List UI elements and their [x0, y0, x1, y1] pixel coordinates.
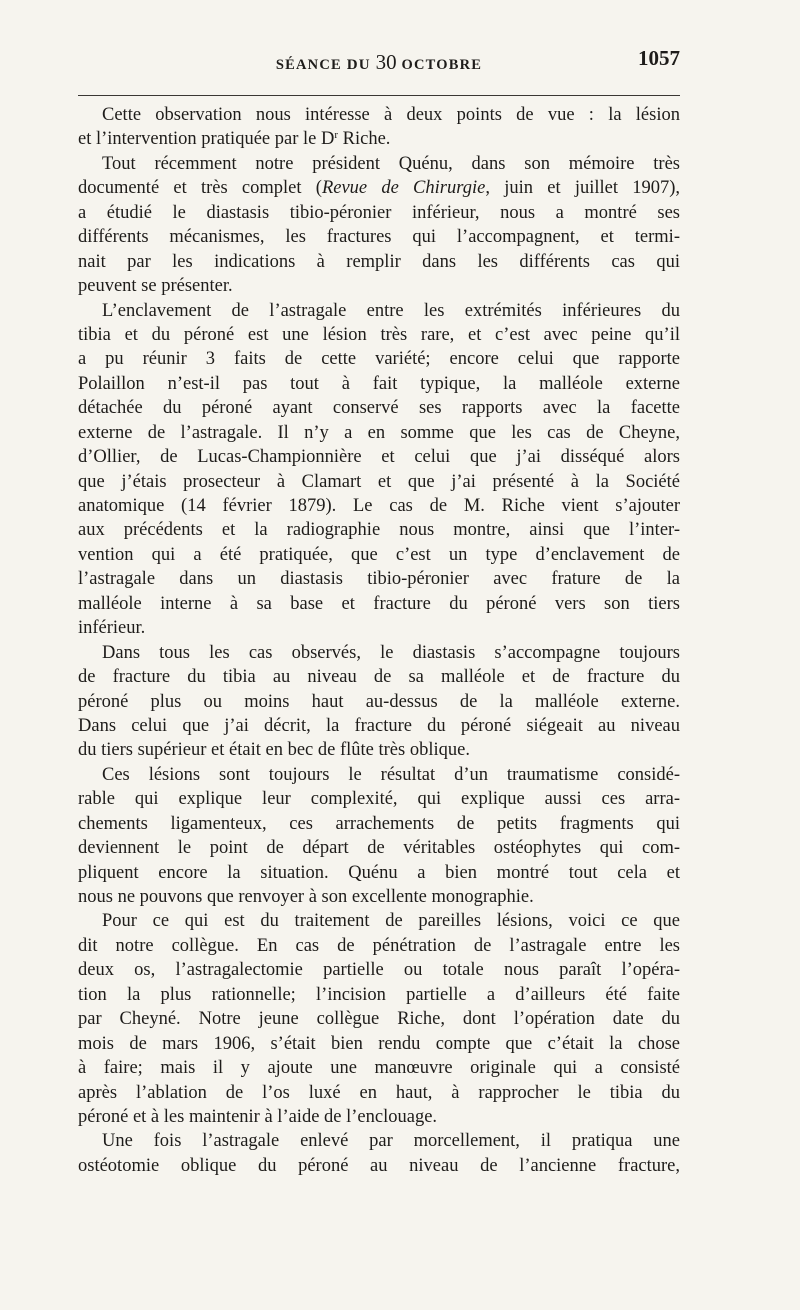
text-line: par Cheyné. Notre jeune collègue Riche, dont l’opération date du	[78, 1009, 680, 1030]
text-line-end: , juin et juillet 1907),	[485, 178, 681, 199]
text-line: anatomique (14 février 1879). Le cas de M. Riche vient s’ajouter	[78, 496, 680, 516]
paragraph-5	[78, 763, 680, 910]
text-line-end: Riche.	[338, 129, 391, 150]
text-line: nait par les indications à remplir dans les différents cas qui	[78, 251, 680, 272]
running-title-word-du: DU	[346, 57, 371, 73]
journal-title: Revue de Chirurgie	[321, 178, 486, 199]
text-line: malléole interne à sa base et fracture du péroné vers son tiers	[78, 593, 680, 614]
text-line: péroné plus ou moins haut au-dessus de la malléole externe.	[78, 691, 680, 712]
text-line: aux précédents et la radiographie nous montre, ainsi que l’inter-	[78, 520, 680, 541]
text-line: du tiers supérieur et était en bec de flûte très oblique.	[78, 740, 470, 761]
text-line: a étudié le diastasis tibio-péronier inférieur, nous a montré ses	[78, 202, 680, 223]
text-line: peuvent se présenter.	[78, 276, 233, 297]
text-line: après l’ablation de l’os luxé en haut, à rapprocher le tibia du	[78, 1082, 680, 1103]
text-line: inférieur.	[78, 618, 146, 639]
running-title-date: 30	[375, 50, 397, 74]
superscript-r: r	[334, 129, 338, 142]
text-line: Tout récemment notre président Quénu, dans son mémoire très	[102, 153, 680, 174]
page-number: 1057	[638, 46, 680, 70]
paragraph-7	[78, 1129, 680, 1178]
body-text	[78, 103, 680, 1178]
header-rule	[78, 95, 680, 96]
running-title	[78, 50, 680, 75]
paragraph-2	[78, 152, 680, 299]
running-title-word-octobre: OCTOBRE	[401, 57, 483, 73]
text-line: Cette observation nous intéresse à deux points de vue : la lésion	[102, 105, 680, 125]
text-line: d’Ollier, de Lucas-Championnière et celui que j’ai disséqué alors	[78, 447, 680, 468]
text-line: différents mécanismes, les fractures qui l’accompagnent, et termi-	[78, 227, 680, 248]
paragraph-3	[78, 299, 680, 641]
text-line: Ces lésions sont toujours le résultat d’un traumatisme considé-	[102, 764, 680, 785]
text-line: de fracture du tibia au niveau de sa malléole et de fracture du	[78, 667, 680, 688]
text-line: ostéotomie oblique du péroné au niveau de l’ancienne fracture,	[78, 1155, 680, 1176]
text-line: péroné et à les maintenir à l’aide de l’enclouage.	[78, 1106, 438, 1127]
text-line-start: documenté et très complet (	[78, 178, 322, 199]
text-line: dit notre collègue. En cas de pénétration de l’astragale entre les	[78, 935, 680, 956]
text-line: tibia et du péroné est une lésion très rare, et c’est avec peine qu’il	[78, 324, 680, 345]
text-line-start: et l’intervention pratiquée par le D	[78, 129, 335, 150]
text-line: Dans celui que j’ai décrit, la fracture du péroné siégeait au niveau	[78, 715, 680, 736]
text-line: que j’étais prosecteur à Clamart et que j’ai présenté à la Société	[78, 471, 680, 492]
text-line: détachée du péroné ayant conservé ses rapports avec la facette	[78, 398, 680, 419]
text-line	[78, 127, 680, 151]
text-line: pliquent encore la situation. Quénu a bien montré tout cela et	[78, 862, 680, 883]
text-line: L’enclavement de l’astragale entre les extrémités inférieures du	[102, 300, 680, 321]
text-line: l’astragale dans un diastasis tibio-péronier avec frature de la	[78, 569, 680, 590]
text-line: a pu réunir 3 faits de cette variété; encore celui que rapporte	[78, 349, 680, 370]
paragraph-6	[78, 909, 680, 1129]
text-line: nous ne pouvons que renvoyer à son excellente monographie.	[78, 887, 534, 907]
text-line: à faire; mais il y ajoute une manœuvre originale qui a consisté	[78, 1058, 680, 1079]
text-line: tion la plus rationnelle; l’incision partielle a d’ailleurs été faite	[78, 984, 680, 1005]
text-line	[78, 176, 680, 200]
text-line: vention qui a été pratiquée, que c’est un type d’enclavement de	[78, 544, 680, 565]
text-line: deviennent le point de départ de véritables ostéophytes qui com-	[78, 838, 680, 859]
running-head	[78, 46, 680, 74]
text-line: rable qui explique leur complexité, qui explique aussi ces arra-	[78, 789, 680, 810]
text-line: Pour ce qui est du traitement de pareilles lésions, voici ce que	[102, 911, 680, 932]
running-title-word-seance: SÉANCE	[275, 57, 342, 73]
text-line: Polaillon n’est-il pas tout à fait typique, la malléole externe	[78, 373, 680, 394]
text-line: chements ligamenteux, ces arrachements de petits fragments qui	[78, 813, 680, 834]
text-line: Une fois l’astragale enlevé par morcellement, il pratiqua une	[102, 1131, 680, 1152]
paragraph-4	[78, 641, 680, 763]
text-line: deux os, l’astragalectomie partielle ou totale nous paraît l’opéra-	[78, 960, 680, 981]
text-line: mois de mars 1906, s’était bien rendu compte que c’était la chose	[78, 1033, 680, 1054]
text-line: Dans tous les cas observés, le diastasis s’accompagne toujours	[102, 642, 680, 663]
paragraph-1	[78, 103, 680, 152]
text-line: externe de l’astragale. Il n’y a en somme que les cas de Cheyne,	[78, 422, 680, 443]
